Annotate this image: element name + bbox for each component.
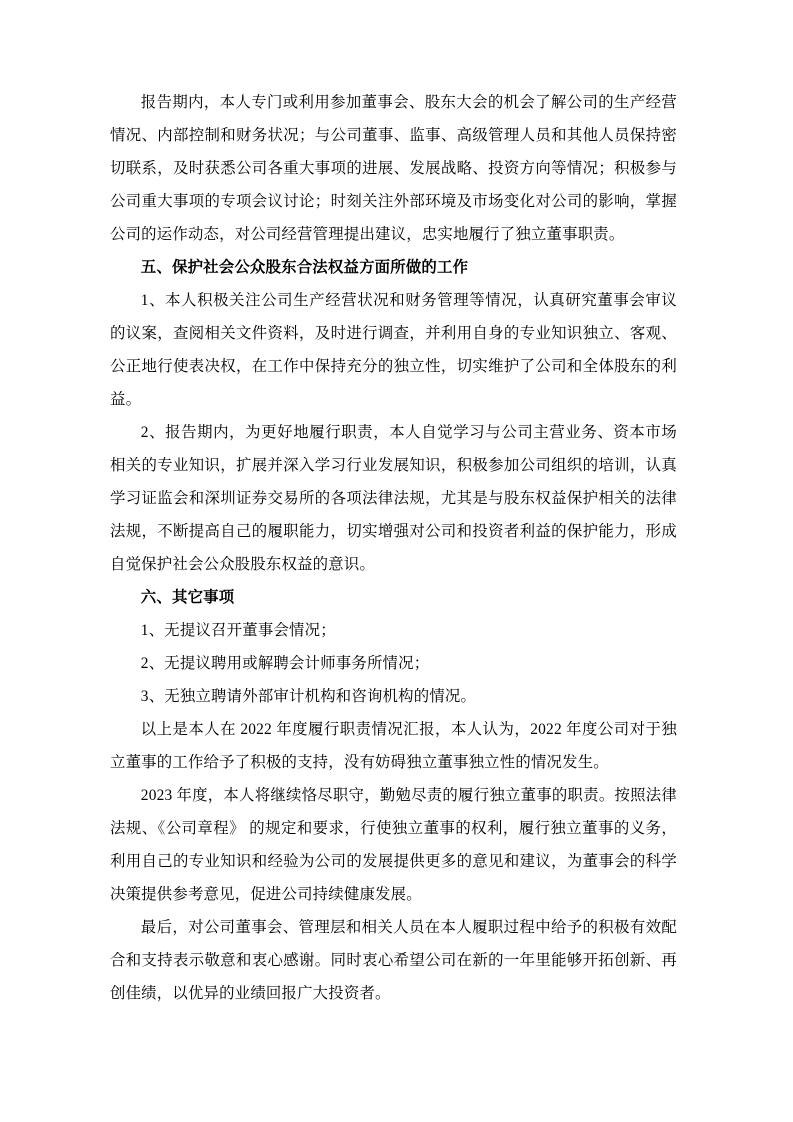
para-section5-item-2: 2、报告期内，为更好地履行职责，本人自觉学习与公司主营业务、资本市场相关的专业知识，扩展并深入学习行业发展知识，积极参加公司组织的培训，认真学习证监会和深圳证券交易所的各项法律法规，尤其是与股东权益保护相关的法律法规，不断提高自己的履职能力，切实增强对公司和投资者利益的保护能力，形成自觉保护社会公众股股东权益的意识。 xyxy=(110,424,677,573)
para-2023-outlook: 2023 年度，本人将继续恪尽职守，勤勉尽责的履行独立董事的职责。按照法律法规、《公司章程》 的规定和要求，行使独立董事的权利，履行独立董事的义务，利用自己的专业知识和经验为公司的发展提供更多的意见和建议，为董事会的科学决策提供参考意见，促进公司持续健康发展。 xyxy=(110,787,677,903)
para-closing-thanks: 最后，对公司董事会、管理层和相关人员在本人履职过程中给予的积极有效配合和支持表示敬意和衷心感谢。同时衷心希望公司在新的一年里能够开拓创新、再创佳绩，以优异的业绩回报广大投资者。 xyxy=(110,919,677,1002)
heading-section-5: 五、保护社会公众股东合法权益方面所做的工作 xyxy=(140,259,469,276)
para-section6-item-2: 2、无提议聘用或解聘会计师事务所情况； xyxy=(140,655,430,672)
para-section6-item-1: 1、无提议召开董事会情况； xyxy=(140,622,336,639)
para-2022-summary: 以上是本人在 2022 年度履行职责情况汇报，本人认为，2022 年度公司对于独立董事的工作给予了积极的支持，没有妨碍独立董事独立性的情况发生。 xyxy=(110,721,677,771)
para-report-period-summary: 报告期内，本人专门或利用参加董事会、股东大会的机会了解公司的生产经营情况、内部控制和财务状况；与公司董事、监事、高级管理人员和其他人员保持密切联系，及时获悉公司各重大事项的进展、发展战略、投资方向等情况；积极参与公司重大事项的专项会议讨论；时刻关注外部环境及市场变化对公司的影响，掌握公司的运作动态，对公司经营管理提出建议，忠实地履行了独立董事职责。 xyxy=(110,94,677,243)
para-section5-item-1: 1、本人积极关注公司生产经营状况和财务管理等情况，认真研究董事会审议的议案，查阅相关文件资料，及时进行调查，并利用自身的专业知识独立、客观、公正地行使表决权，在工作中保持充分的独立性，切实维护了公司和全体股东的利益。 xyxy=(110,292,677,408)
para-section6-item-3: 3、无独立聘请外部审计机构和咨询机构的情况。 xyxy=(140,688,477,705)
heading-section-6: 六、其它事项 xyxy=(140,589,235,606)
document-content xyxy=(110,86,677,1010)
